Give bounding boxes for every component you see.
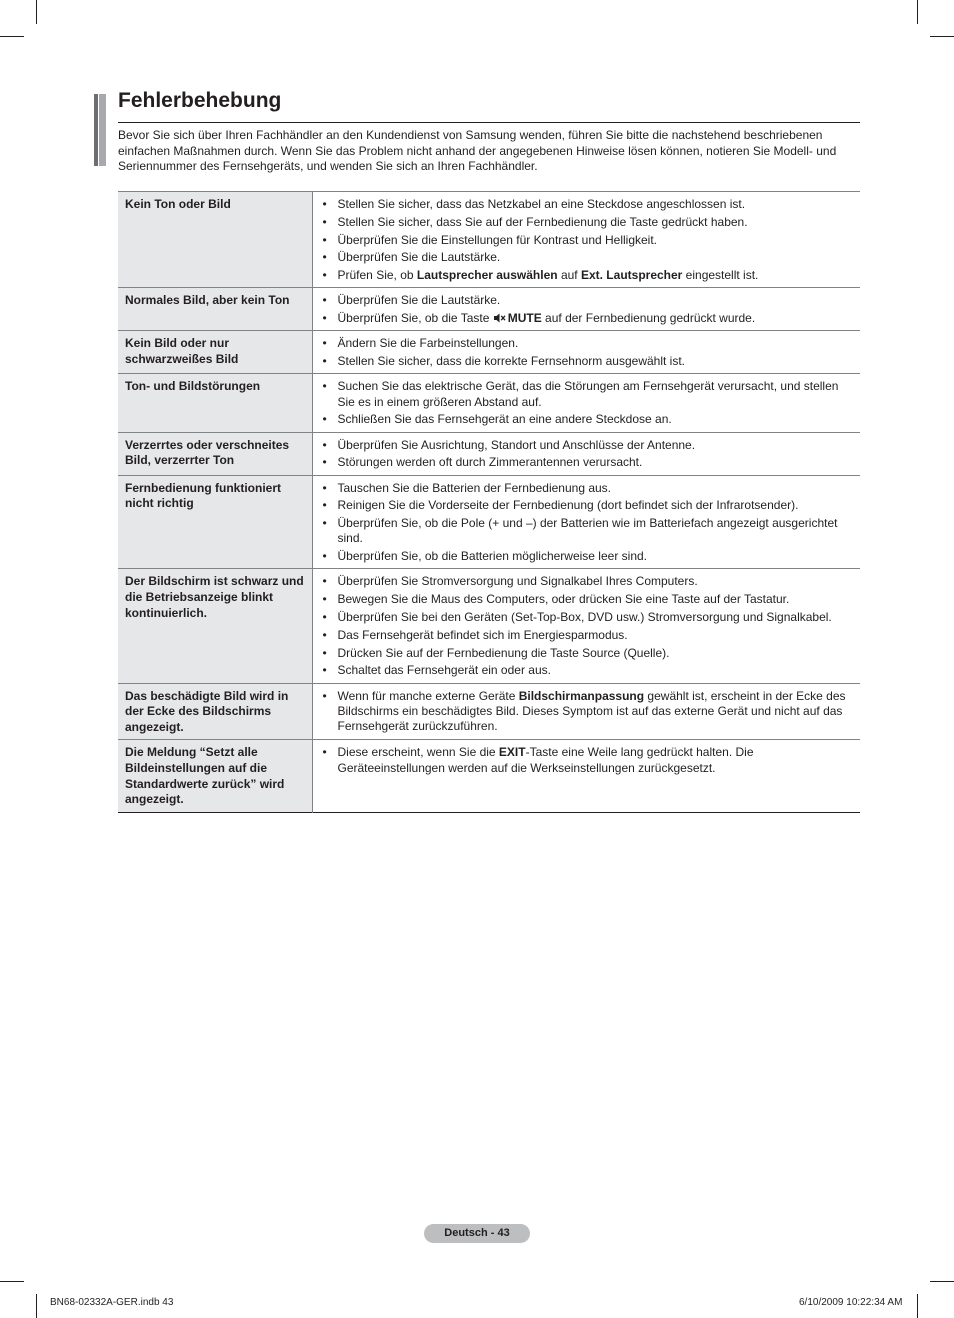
table-row [118,683,860,740]
solution-list [323,379,854,427]
list-item: • Suchen Sie das elektrische Gerät, das die Störungen am Fernsehgerät verursacht, und stellen Sie es in einem größeren Abstand auf. [323,379,854,409]
bold-term: Bildschirmanpassung [518,688,645,703]
problem-cell: Der Bildschirm ist schwarz und die Betriebsanzeige blinkt kontinuierlich. [118,569,312,683]
solution-cell [312,374,860,432]
bold-term: Lautsprecher auswählen [416,268,558,283]
list-item [323,689,854,735]
list-item: • Das Fernsehgerät befindet sich im Energiesparmodus. [323,628,854,643]
intro-text: Bevor Sie sich über Ihren Fachhändler an den Kundendienst von Samsung wenden, führen Sie bitte die nachstehend beschriebenen einfachen Maßnahmen durch. Wenn Sie das Problem nicht anhand der angegebenen Hinweise lösen können, notieren Sie Modell- und Seriennummer des Fernsehgeräts, und wenden Sie sich an Ihren Fachhändler. [118,128,837,173]
list-item: • Überprüfen Sie, ob die Batterien möglicherweise leer sind. [323,549,854,564]
text-segment: Überprüfen Sie, ob die Taste [337,311,493,326]
list-item: • Überprüfen Sie bei den Geräten (Set-Top-Box, DVD usw.) Stromversorgung und Signalkabel. [323,610,854,625]
crop-mark [930,36,954,37]
list-item: • Stellen Sie sicher, dass die korrekte Fernsehnorm ausgewählt ist. [323,354,854,369]
text-segment: auf der Fernbedienung gedrückt wurde. [541,311,756,326]
list-item: • Störungen werden oft durch Zimmerantennen verursacht. [323,455,854,470]
list-item: • Schließen Sie das Fernsehgerät an eine andere Steckdose an. [323,412,854,427]
table-row [118,569,860,683]
list-item [323,268,854,283]
list-item: • Drücken Sie auf der Fernbedienung die Taste Source (Quelle). [323,646,854,661]
troubleshooting-table [118,191,860,813]
text-segment: Prüfen Sie, ob [337,268,417,283]
crop-mark [917,1294,918,1318]
problem-cell: Kein Bild oder nur schwarzweißes Bild [118,331,312,374]
list-item: • Überprüfen Sie die Lautstärke. [323,293,854,308]
title-divider [118,122,860,123]
page-number-badge: Deutsch - 43 [424,1224,530,1243]
mute-icon [494,312,506,322]
crop-mark [36,0,37,24]
list-item: • Stellen Sie sicher, dass Sie auf der Fernbedienung die Taste gedrückt haben. [323,215,854,230]
solution-list [323,481,854,565]
list-item: • Überprüfen Sie, ob die Pole (+ und –) der Batterien wie im Batteriefach angezeigt ausgerichtet sind. [323,516,854,546]
problem-cell: Das beschädigte Bild wird in der Ecke des Bildschirms angezeigt. [118,683,312,740]
list-item: • Tauschen Sie die Batterien der Fernbedienung aus. [323,481,854,496]
solution-list [323,293,854,326]
crop-mark [36,1294,37,1318]
table-row [118,331,860,374]
bold-term: EXIT [498,745,526,760]
solution-list [323,438,854,471]
table-row [118,475,860,569]
list-item: • Ändern Sie die Farbeinstellungen. [323,336,854,351]
list-item: • Schaltet das Fernsehgerät ein oder aus. [323,663,854,678]
solution-cell [312,475,860,569]
problem-cell: Normales Bild, aber kein Ton [118,288,312,331]
crop-mark [0,36,24,37]
page-title: Fehlerbehebung [118,89,282,112]
list-item: • Stellen Sie sicher, dass das Netzkabel an eine Steckdose angeschlossen ist. [323,197,854,212]
problem-cell: Die Meldung “Setzt alle Bildeinstellungen auf die Standardwerte zurück” wird angezeigt. [118,740,312,812]
table-body [118,192,860,813]
text-segment: Diese erscheint, wenn Sie die [337,745,499,760]
list-item [323,311,854,326]
solution-cell [312,683,860,740]
list-item: • Überprüfen Sie Stromversorgung und Signalkabel Ihres Computers. [323,574,854,589]
solution-cell [312,288,860,331]
table-row [118,192,860,288]
solution-list [323,689,854,735]
crop-mark [917,0,918,24]
file-info: BN68-02332A-GER.indb 43 [50,1297,174,1308]
solution-list [323,336,854,369]
solution-cell [312,569,860,683]
text-segment: auf [557,268,581,283]
table-row [118,740,860,812]
text-segment: -Taste eine Weile lang gedrückt halten. Die Geräteeinstellungen werden auf die Werkseinstellungen zurückgesetzt. [337,745,754,775]
solution-cell [312,432,860,475]
problem-cell: Ton- und Bildstörungen [118,374,312,432]
bold-term: MUTE [507,311,542,326]
text-segment: Wenn für manche externe Geräte [337,688,519,703]
title-decoration [94,94,106,166]
solution-cell [312,192,860,288]
crop-mark [930,1281,954,1282]
solution-list [323,574,854,678]
table-row [118,288,860,331]
solution-cell [312,740,860,812]
table-row [118,432,860,475]
problem-cell: Fernbedienung funktioniert nicht richtig [118,475,312,569]
solution-list [323,197,854,283]
solution-list [323,745,854,775]
print-date: 6/10/2009 10:22:34 AM [799,1297,903,1308]
text-segment: eingestellt ist. [682,268,759,283]
crop-mark [0,1281,24,1282]
list-item: • Überprüfen Sie die Lautstärke. [323,250,854,265]
bold-term: Ext. Lautsprecher [580,268,683,283]
title-bar-light [99,94,106,166]
problem-cell: Kein Ton oder Bild [118,192,312,288]
list-item: • Bewegen Sie die Maus des Computers, oder drücken Sie eine Taste auf der Tastatur. [323,592,854,607]
text-segment: gewählt ist, erscheint in der Ecke des Bildschirms ein beschädigtes Bild. Dieses Symptom ist auf das externe Gerät und nicht auf das Fernsehgerät zurückzuführen. [337,688,846,733]
title-bar-dark [94,94,98,166]
table-row [118,374,860,432]
list-item: • Reinigen Sie die Vorderseite der Fernbedienung (dort befindet sich der Infrarotsender). [323,498,854,513]
list-item: • Überprüfen Sie Ausrichtung, Standort und Anschlüsse der Antenne. [323,438,854,453]
list-item: • Überprüfen Sie die Einstellungen für Kontrast und Helligkeit. [323,233,854,248]
solution-cell [312,331,860,374]
list-item [323,745,854,775]
problem-cell: Verzerrtes oder verschneites Bild, verzerrter Ton [118,432,312,475]
